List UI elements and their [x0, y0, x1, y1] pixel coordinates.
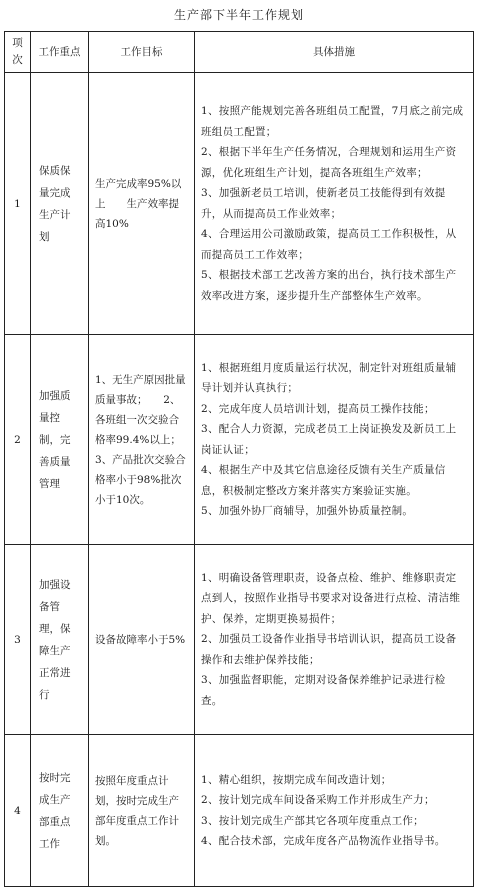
measure-item: 5、根据技术部工艺改善方案的出台，执行技术部生产效率改进方案，逐步提升生产部整体生产效率。: [201, 269, 457, 302]
row-focus: 加强设备管理，保障生产正常进行: [31, 545, 89, 735]
measure-item: 2、完成年度人员培训计划，提高员工操作技能；: [201, 402, 435, 415]
row-measures: [195, 735, 474, 887]
row-goal: 生产完成率95%以上 生产效率提高10%: [89, 73, 195, 335]
measure-item: 3、按计划完成生产部其它各项年度重点工作；: [201, 814, 424, 827]
header-index: 项次: [5, 32, 31, 73]
row-goal: 设备故障率小于5%: [89, 545, 195, 735]
measure-item: 2、根据下半年生产任务情况，合理规划和运用生产资源，优化班组生产计划，提高各班组生产效率；: [201, 146, 457, 179]
measure-item: 1、根据班组月度质量运行状况，制定针对班组质量辅导计划并认真执行；: [201, 361, 457, 394]
row-measures: [195, 335, 474, 545]
measure-item: 3、配合人力资源，完成老员工上岗证换发及新员工上岗证认证；: [201, 423, 457, 456]
work-plan-table: [4, 31, 474, 887]
measure-item: 4、配合技术部，完成年度各产品物流作业指导书。: [201, 835, 446, 847]
table-row: [5, 545, 474, 735]
row-index: 2: [5, 335, 31, 545]
row-goal: 按照年度重点计划，按时完成生产部年度重点工作计划。: [89, 735, 195, 887]
row-index: 3: [5, 545, 31, 735]
row-focus: 加强质量控制，完善质量管理: [31, 335, 89, 545]
measure-item: 2、按计划完成车间设备采购工作并形成生产力；: [201, 794, 435, 806]
header-goal: 工作目标: [89, 32, 195, 73]
table-row: [5, 335, 474, 545]
header-focus: 工作重点: [31, 32, 89, 73]
row-goal: 1、无生产原因批量质量事故； 2、各班组一次交验合格率99.4%以上； 3、产品批次交验合格率小于98%批次小于10次。: [89, 335, 195, 545]
measure-item: 5、加强外协厂商辅导，加强外协质量控制。: [201, 505, 414, 517]
row-focus: 按时完成生产部重点工作: [31, 735, 89, 887]
row-index: 1: [5, 73, 31, 335]
table-row: [5, 735, 474, 887]
measure-item: 3、加强监督职能，定期对设备保养维护记录进行检查。: [201, 674, 446, 707]
table-header-row: [5, 32, 474, 73]
header-measures: 具体措施: [195, 32, 474, 73]
measure-item: 4、合理运用公司激励政策，提高员工工作积极性，从而提高员工工作效率；: [201, 228, 457, 261]
measure-item: 1、按照产能规划完善各班组员工配置，7月底之前完成班组员工配置；: [201, 105, 464, 138]
measure-item: 1、明确设备管理职责，设备点检、维护、维修职责定点到人，按照作业指导书要求对设备进行点检、清洁维护、保养，定期更换易损件；: [201, 571, 461, 625]
row-index: 4: [5, 735, 31, 887]
row-measures: [195, 545, 474, 735]
measure-item: 1、精心组织，按期完成车间改造计划；: [201, 773, 392, 786]
measure-item: 4、根据生产中及其它信息途径反馈有关生产质量信息，积极制定整改方案并落实方案验证实施。: [201, 464, 446, 497]
row-focus: 保质保量完成生产计划: [31, 73, 89, 335]
measure-item: 2、加强员工设备作业指导书培训认识，提高员工设备操作和去维护保养技能；: [201, 633, 457, 666]
measure-item: 3、加强新老员工培训，使新老员工技能得到有效提升，从而提高员工作业效率；: [201, 187, 446, 220]
table-row: [5, 73, 474, 335]
row-measures: [195, 73, 474, 335]
page-title: 生产部下半年工作规划: [173, 8, 304, 22]
